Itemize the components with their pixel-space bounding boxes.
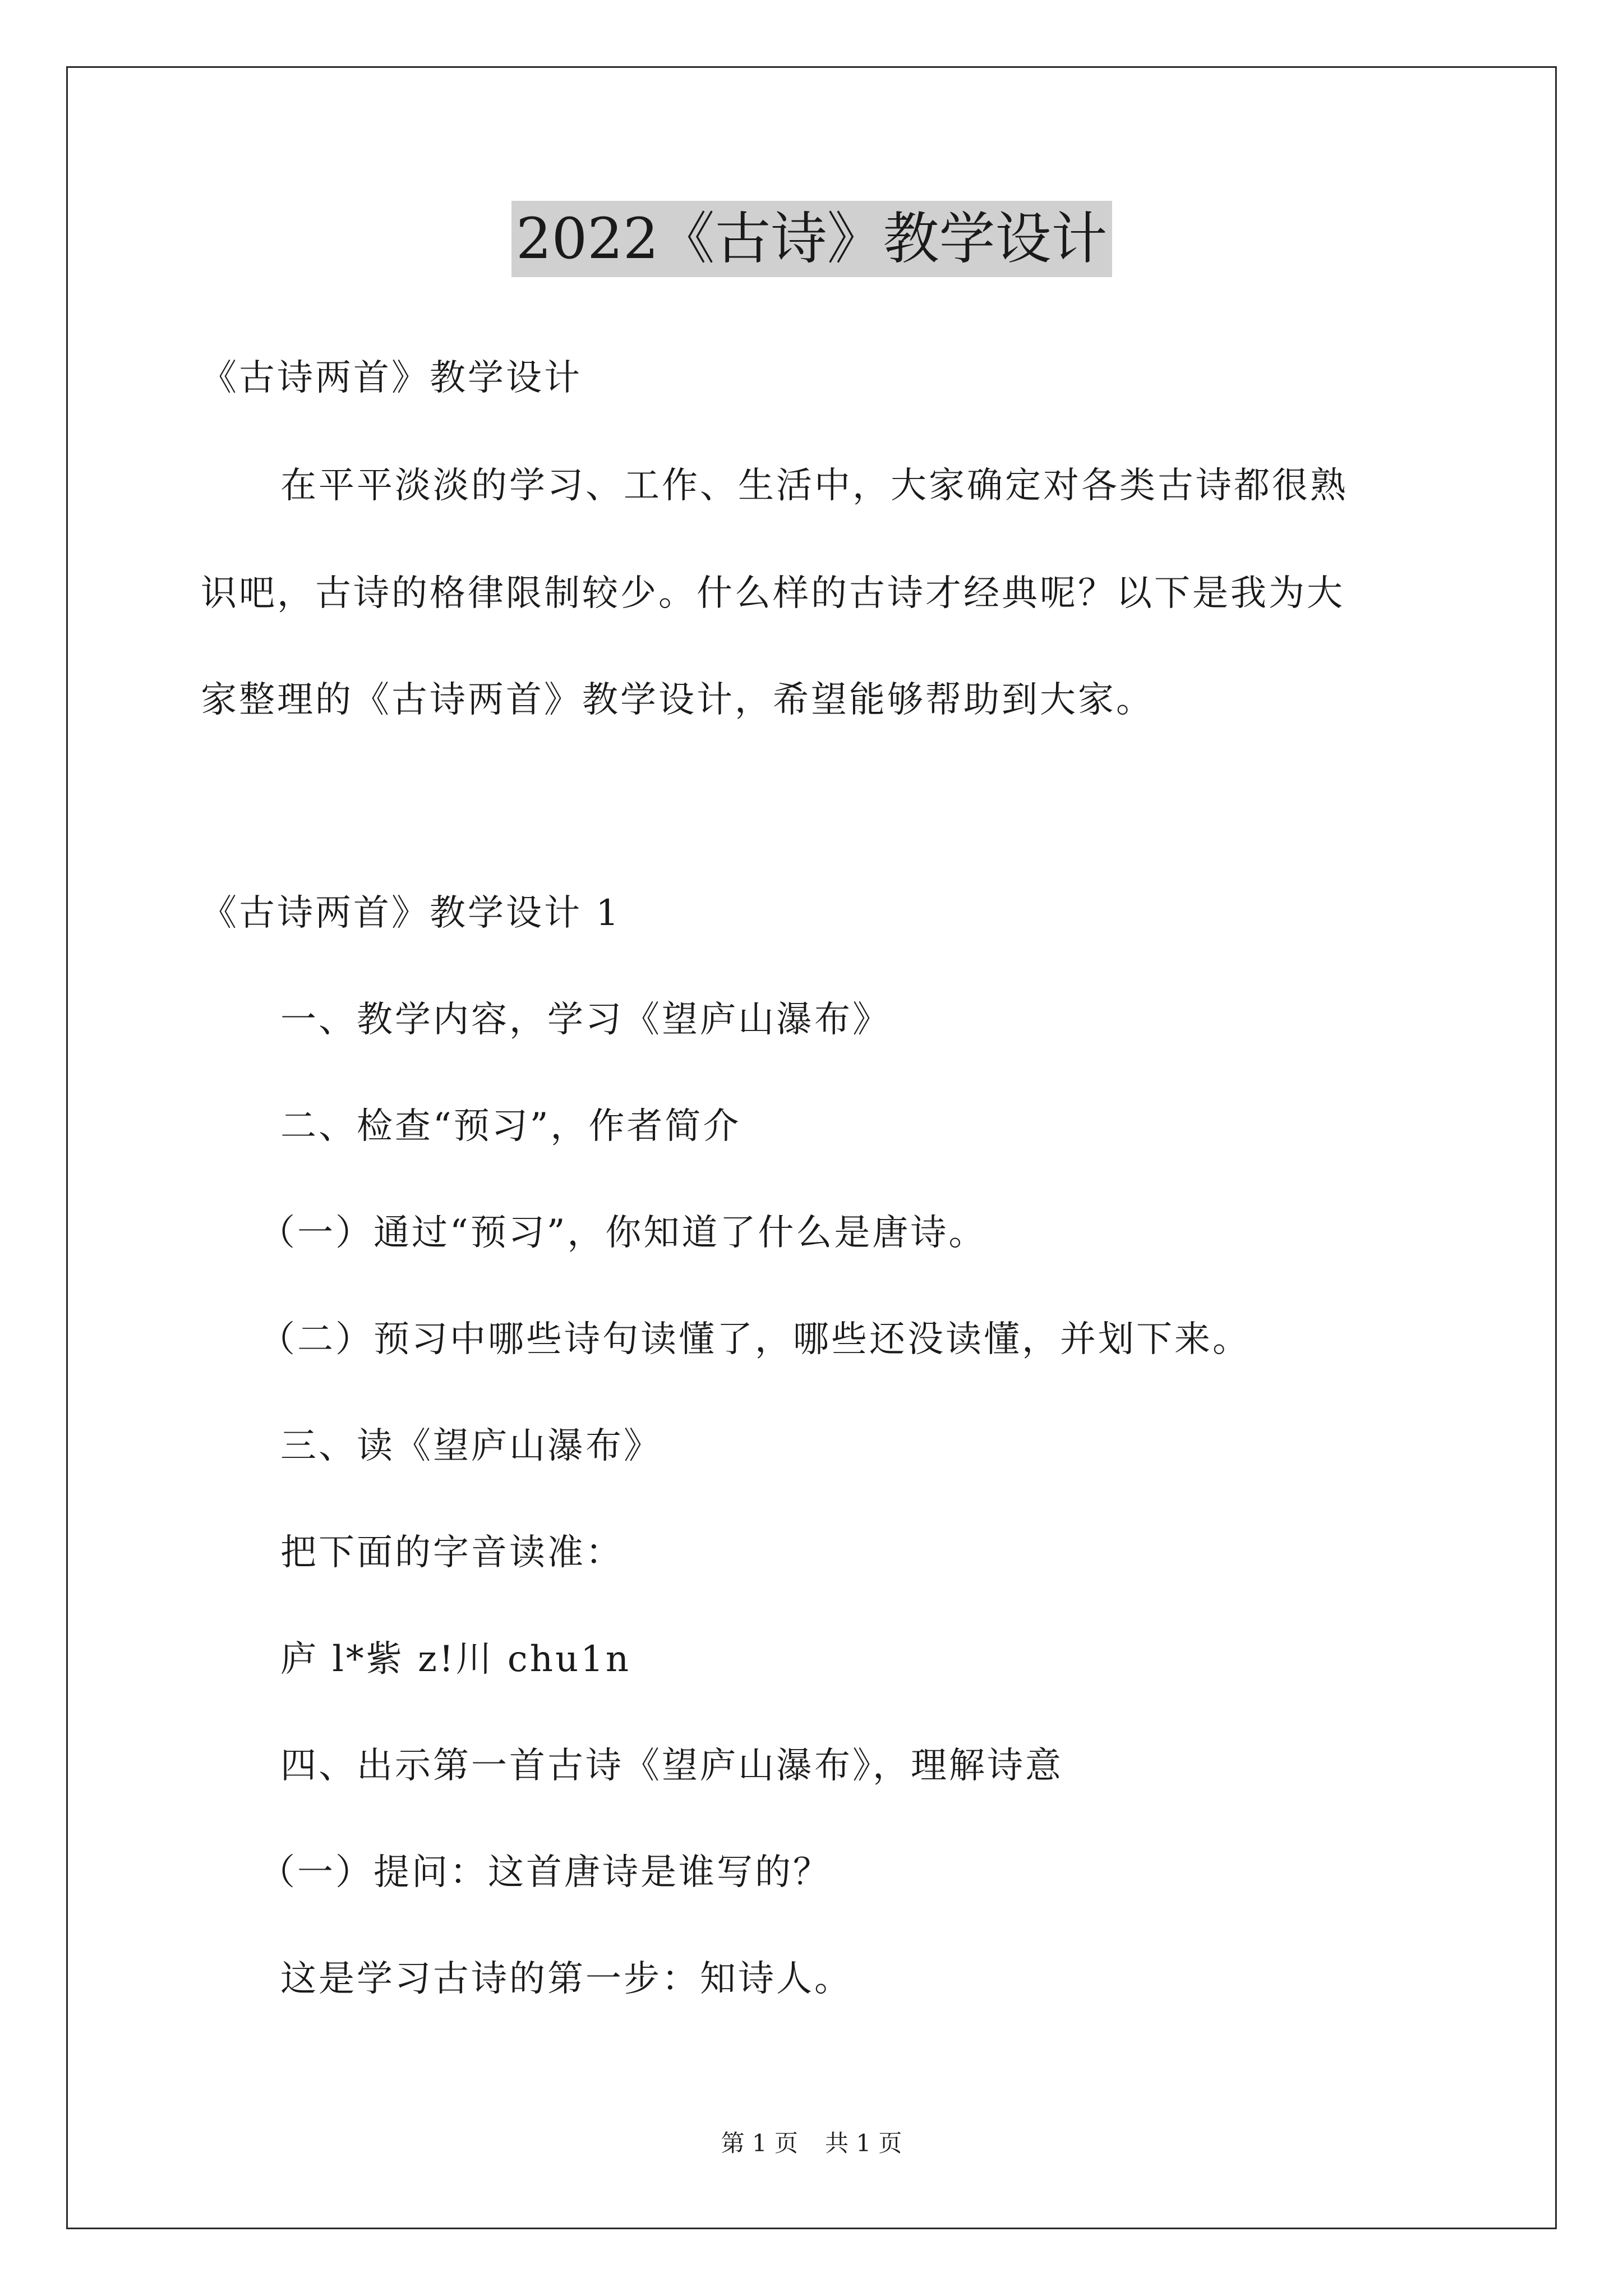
body-line: 四、出示第一首古诗《望庐山瀑布》，理解诗意 (280, 1745, 1063, 1787)
body-line: （二）预习中哪些诗句读懂了，哪些还没读懂，并划下来。 (259, 1319, 1251, 1360)
body-line: （一）通过“预习”，你知道了什么是唐诗。 (259, 1212, 987, 1254)
body-line: 庐 l*紫 z!川 chu1n (280, 1639, 631, 1680)
intro-line-1: 在平平淡淡的学习、工作、生活中，大家确定对各类古诗都很熟 (280, 465, 1348, 507)
document-title: 2022《古诗》教学设计 (511, 201, 1112, 277)
body-line: 把下面的字音读准： (280, 1532, 624, 1573)
body-line: 这是学习古诗的第一步：知诗人。 (280, 1958, 852, 2000)
body-line: 三、读《望庐山瀑布》 (280, 1425, 662, 1467)
body-line: 二、检查“预习”，作者简介 (280, 1106, 741, 1147)
body-line: （一）提问：这首唐诗是谁写的？ (259, 1852, 831, 1893)
section-heading: 《古诗两首》教学设计 1 (201, 892, 621, 934)
subtitle: 《古诗两首》教学设计 (201, 357, 582, 399)
page-number: 第 1 页 (721, 2129, 798, 2157)
intro-line-3: 家整理的《古诗两首》教学设计，希望能够帮助到大家。 (201, 679, 1154, 721)
body-line: 一、教学内容，学习《望庐山瀑布》 (280, 999, 891, 1041)
page-footer (0, 2129, 1623, 2157)
intro-line-2: 识吧，古诗的格律限制较少。什么样的古诗才经典呢？以下是我为大 (201, 573, 1345, 614)
page-total: 共 1 页 (825, 2129, 902, 2157)
